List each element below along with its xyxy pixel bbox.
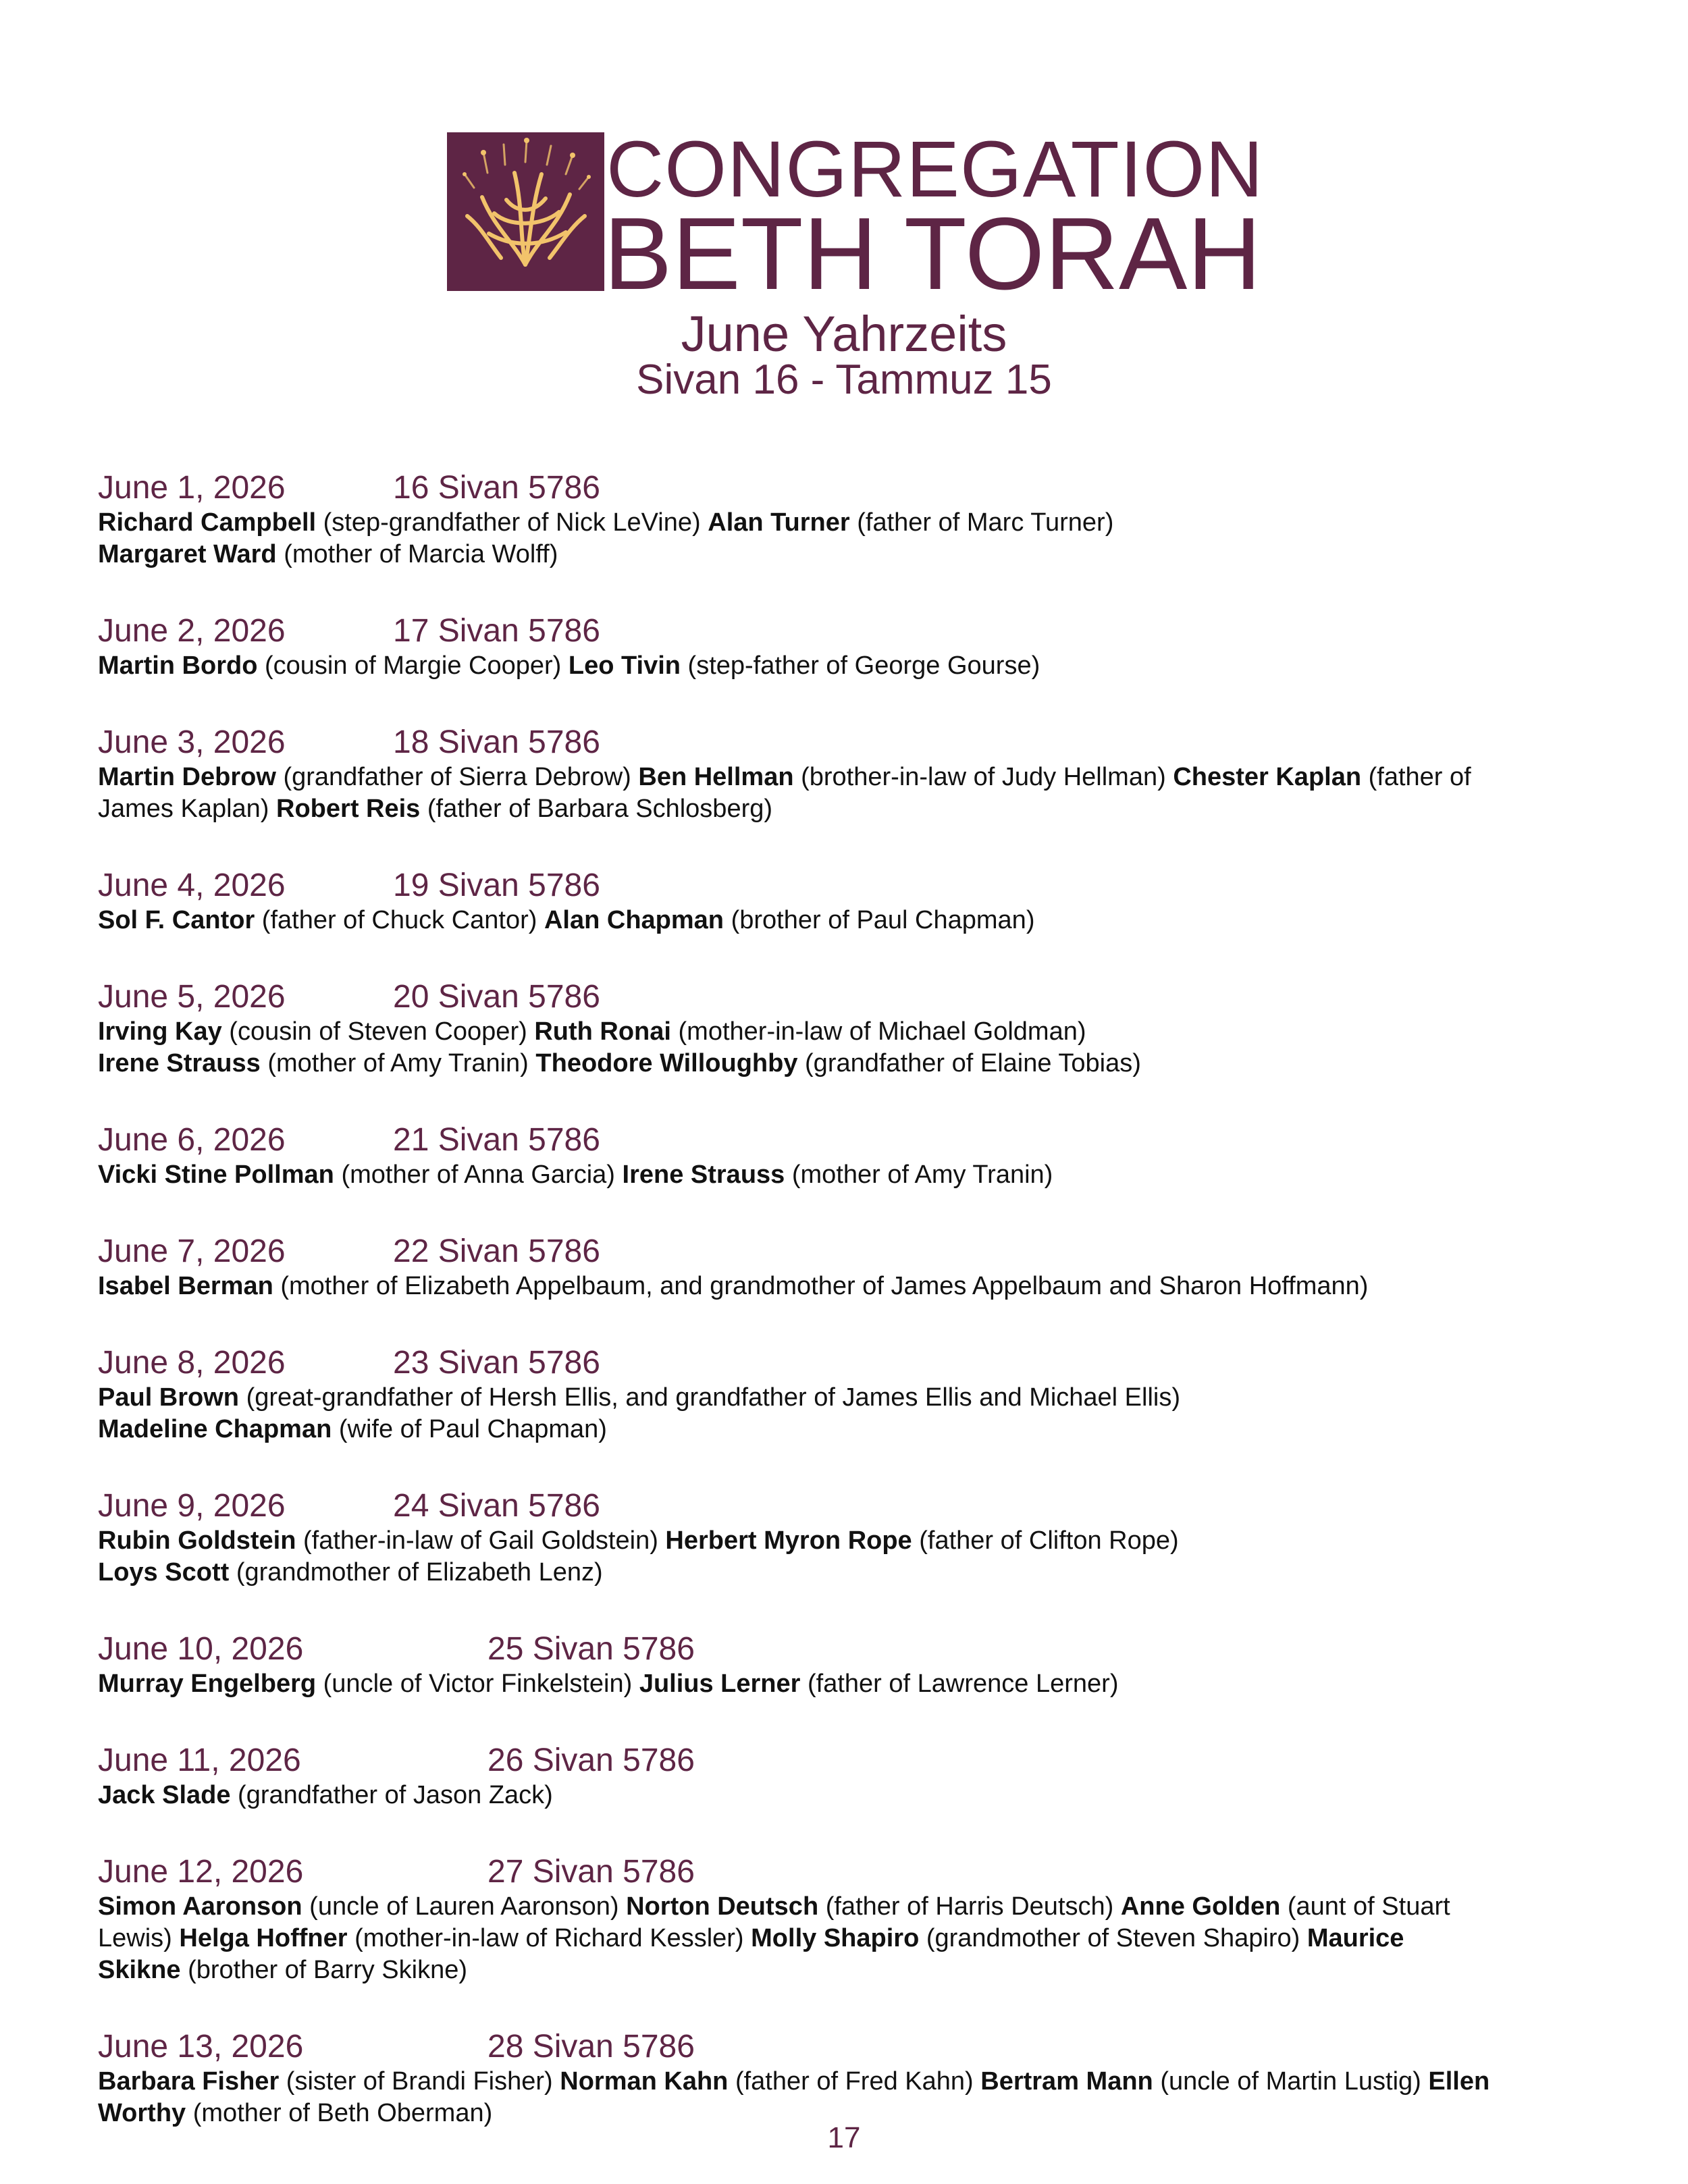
deceased-name: Martin Bordo (98, 651, 258, 680)
relationship-note: (father of Fred Kahn) (735, 2067, 974, 2096)
entry-date-header (98, 612, 1604, 650)
relationship-note: (grandmother of Steven Shapiro) (926, 1924, 1300, 1952)
deceased-name: Sol F. Cantor (98, 906, 255, 934)
hebrew-date: 24 Sivan 5786 (393, 1488, 600, 1524)
page-subtitle: Sivan 16 - Tammuz 15 (636, 356, 1052, 403)
entry-names (98, 1271, 1604, 1302)
yahrzeit-entry (98, 2028, 1604, 2129)
entry-line (98, 2066, 1604, 2098)
deceased-name: Irene Strauss (622, 1161, 785, 1189)
entry-line (98, 793, 1604, 825)
relationship-note: (brother of Barry Skikne) (188, 1956, 468, 1984)
deceased-name: Irving Kay (98, 1017, 222, 1046)
yahrzeit-entry (98, 1344, 1604, 1445)
hebrew-date: 28 Sivan 5786 (487, 2029, 695, 2065)
entry-names (98, 1016, 1604, 1080)
deceased-name: Helga Hoffner (179, 1924, 348, 1952)
deceased-name: Murray Engelberg (98, 1670, 317, 1698)
relationship-note: (father of Barbara Schlosberg) (427, 795, 773, 823)
deceased-name: Isabel Berman (98, 1272, 273, 1300)
relationship-note: (grandmother of Elizabeth Lenz) (236, 1558, 603, 1587)
entry-line (98, 1891, 1604, 1923)
relationship-note: (brother-in-law of Judy Hellman) (801, 763, 1166, 791)
yahrzeit-entry (98, 1853, 1604, 1986)
gregorian-date: June 1, 2026 (98, 470, 286, 506)
entry-names (98, 2066, 1604, 2129)
relationship-note: (grandfather of Sierra Debrow) (283, 763, 631, 791)
relationship-note: (mother of Elizabeth Appelbaum, and grandmother of James Appelbaum and Sharon Hoffmann) (280, 1272, 1369, 1300)
entry-line (98, 1780, 1604, 1811)
deceased-name: Ben Hellman (638, 763, 794, 791)
yahrzeit-entry (98, 469, 1604, 570)
deceased-name: Barbara Fisher (98, 2067, 280, 2096)
relationship-note: (aunt of Stuart (1287, 1892, 1450, 1921)
entry-line (98, 1016, 1604, 1048)
yahrzeit-list (98, 469, 1604, 2171)
relationship-note: (cousin of Margie Cooper) (265, 651, 562, 680)
hebrew-date: 23 Sivan 5786 (393, 1345, 600, 1381)
gregorian-date: June 2, 2026 (98, 613, 286, 649)
hebrew-date: 27 Sivan 5786 (487, 1854, 695, 1890)
deceased-name: Ellen (1428, 2067, 1490, 2096)
deceased-name: Ruth Ronai (534, 1017, 671, 1046)
yahrzeit-entry (98, 1742, 1604, 1811)
hebrew-date: 25 Sivan 5786 (487, 1631, 695, 1667)
entry-line (98, 1525, 1604, 1557)
deceased-name: Worthy (98, 2099, 186, 2127)
deceased-name: Margaret Ward (98, 540, 277, 568)
relationship-note: (mother of Beth Oberman) (192, 2099, 493, 2127)
relationship-note: (father-in-law of Gail Goldstein) (303, 1526, 658, 1555)
entry-line (98, 1271, 1604, 1302)
relationship-note: (father of Marc Turner) (857, 508, 1114, 537)
congregation-logo (447, 125, 1264, 311)
deceased-name: Julius Lerner (639, 1670, 801, 1698)
deceased-name: Anne Golden (1120, 1892, 1281, 1921)
relationship-note: (brother of Paul Chapman) (731, 906, 1035, 934)
gregorian-date: June 9, 2026 (98, 1488, 286, 1524)
yahrzeit-entry (98, 612, 1604, 682)
gregorian-date: June 4, 2026 (98, 868, 286, 903)
page-number: 17 (827, 2121, 861, 2154)
deceased-name: Herbert Myron Rope (665, 1526, 912, 1555)
deceased-name: Theodore Willoughby (535, 1049, 798, 1077)
relationship-note: (father of Clifton Rope) (919, 1526, 1179, 1555)
yahrzeit-entry (98, 867, 1604, 936)
deceased-name: Maurice (1307, 1924, 1404, 1952)
entry-line (98, 1557, 1604, 1589)
hebrew-date: 22 Sivan 5786 (393, 1233, 600, 1269)
relationship-note: (mother of Anna Garcia) (341, 1161, 615, 1189)
relationship-note: (mother of Amy Tranin) (267, 1049, 529, 1077)
relationship-note: (uncle of Lauren Aaronson) (309, 1892, 619, 1921)
deceased-name: Irene Strauss (98, 1049, 261, 1077)
relationship-note: James Kaplan) (98, 795, 269, 823)
entry-line (98, 1414, 1604, 1445)
relationship-note: (great-grandfather of Hersh Ellis, and grandfather of James Ellis and Michael Ellis) (246, 1383, 1181, 1412)
entry-line (98, 1923, 1604, 1954)
logo-line-beth-torah: BETH TORAH (604, 196, 1262, 311)
relationship-note: (mother of Marcia Wolff) (284, 540, 558, 568)
yahrzeit-entry (98, 978, 1604, 1080)
deceased-name: Chester Kaplan (1173, 763, 1362, 791)
deceased-name: Robert Reis (276, 795, 421, 823)
relationship-note: (mother of Amy Tranin) (791, 1161, 1053, 1189)
yahrzeit-entry (98, 1487, 1604, 1589)
entry-names (98, 1382, 1604, 1445)
entry-date-header (98, 2028, 1604, 2066)
hebrew-date: 17 Sivan 5786 (393, 613, 600, 649)
entry-names (98, 1891, 1604, 1986)
entry-names (98, 650, 1604, 682)
relationship-note: (mother-in-law of Richard Kessler) (354, 1924, 744, 1952)
relationship-note: (step-father of George Gourse) (687, 651, 1040, 680)
deceased-name: Alan Turner (708, 508, 850, 537)
entry-date-header (98, 469, 1604, 507)
hebrew-date: 26 Sivan 5786 (487, 1742, 695, 1778)
deceased-name: Madeline Chapman (98, 1415, 332, 1443)
gregorian-date: June 12, 2026 (98, 1854, 304, 1890)
relationship-note: (uncle of Victor Finkelstein) (323, 1670, 633, 1698)
gregorian-date: June 3, 2026 (98, 724, 286, 760)
deceased-name: Vicki Stine Pollman (98, 1161, 334, 1189)
entry-date-header (98, 867, 1604, 905)
entry-date-header (98, 724, 1604, 762)
relationship-note: (sister of Brandi Fisher) (286, 2067, 553, 2096)
entry-names (98, 507, 1604, 570)
relationship-note: (grandfather of Jason Zack) (238, 1781, 553, 1809)
entry-date-header (98, 1121, 1604, 1159)
page-title: June Yahrzeits (681, 306, 1007, 362)
gregorian-date: June 5, 2026 (98, 979, 286, 1015)
hebrew-date: 19 Sivan 5786 (393, 868, 600, 903)
deceased-name: Jack Slade (98, 1781, 231, 1809)
deceased-name: Loys Scott (98, 1558, 230, 1587)
deceased-name: Norman Kahn (560, 2067, 729, 2096)
relationship-note: (father of Lawrence Lerner) (808, 1670, 1119, 1698)
relationship-note: (step-grandfather of Nick LeVine) (323, 508, 701, 537)
deceased-name: Simon Aaronson (98, 1892, 302, 1921)
deceased-name: Leo Tivin (568, 651, 681, 680)
gregorian-date: June 6, 2026 (98, 1122, 286, 1158)
entry-line (98, 905, 1604, 936)
relationship-note: (father of Harris Deutsch) (825, 1892, 1114, 1921)
deceased-name: Alan Chapman (544, 906, 724, 934)
burning-bush-icon (447, 132, 604, 291)
entry-line (98, 1048, 1604, 1080)
entry-date-header (98, 1630, 1604, 1668)
entry-date-header (98, 1233, 1604, 1271)
entry-names (98, 1780, 1604, 1811)
relationship-note: (wife of Paul Chapman) (338, 1415, 607, 1443)
entry-line (98, 539, 1604, 570)
entry-date-header (98, 1742, 1604, 1780)
relationship-note: (father of Chuck Cantor) (261, 906, 537, 934)
entry-line (98, 650, 1604, 682)
relationship-note: Lewis) (98, 1924, 172, 1952)
yahrzeit-entry (98, 724, 1604, 825)
entry-date-header (98, 1487, 1604, 1525)
hebrew-date: 21 Sivan 5786 (393, 1122, 600, 1158)
entry-names (98, 1668, 1604, 1700)
gregorian-date: June 7, 2026 (98, 1233, 286, 1269)
hebrew-date: 16 Sivan 5786 (393, 470, 600, 506)
hebrew-date: 20 Sivan 5786 (393, 979, 600, 1015)
logo-line-congregation: CONGREGATION (606, 125, 1264, 214)
deceased-name: Martin Debrow (98, 763, 276, 791)
entry-names (98, 762, 1604, 825)
gregorian-date: June 11, 2026 (98, 1742, 301, 1778)
yahrzeit-entry (98, 1630, 1604, 1700)
deceased-name: Molly Shapiro (751, 1924, 920, 1952)
hebrew-date: 18 Sivan 5786 (393, 724, 600, 760)
relationship-note: (grandfather of Elaine Tobias) (805, 1049, 1141, 1077)
deceased-name: Rubin Goldstein (98, 1526, 296, 1555)
entry-names (98, 1159, 1604, 1191)
yahrzeit-entry (98, 1121, 1604, 1191)
entry-line (98, 762, 1604, 793)
relationship-note: (mother-in-law of Michael Goldman) (678, 1017, 1086, 1046)
gregorian-date: June 13, 2026 (98, 2029, 304, 2065)
entry-names (98, 905, 1604, 936)
entry-date-header (98, 978, 1604, 1016)
deceased-name: Skikne (98, 1956, 181, 1984)
entry-line (98, 507, 1604, 539)
relationship-note: (father of (1368, 763, 1471, 791)
deceased-name: Richard Campbell (98, 508, 317, 537)
relationship-note: (uncle of Martin Lustig) (1160, 2067, 1421, 2096)
yahrzeit-entry (98, 1233, 1604, 1302)
deceased-name: Bertram Mann (980, 2067, 1153, 2096)
deceased-name: Norton Deutsch (626, 1892, 819, 1921)
entry-line (98, 1382, 1604, 1414)
entry-date-header (98, 1344, 1604, 1382)
entry-line (98, 1954, 1604, 1986)
entry-line (98, 1159, 1604, 1191)
entry-line (98, 1668, 1604, 1700)
gregorian-date: June 8, 2026 (98, 1345, 286, 1381)
relationship-note: (cousin of Steven Cooper) (229, 1017, 527, 1046)
entry-date-header (98, 1853, 1604, 1891)
deceased-name: Paul Brown (98, 1383, 240, 1412)
gregorian-date: June 10, 2026 (98, 1631, 304, 1667)
entry-names (98, 1525, 1604, 1589)
